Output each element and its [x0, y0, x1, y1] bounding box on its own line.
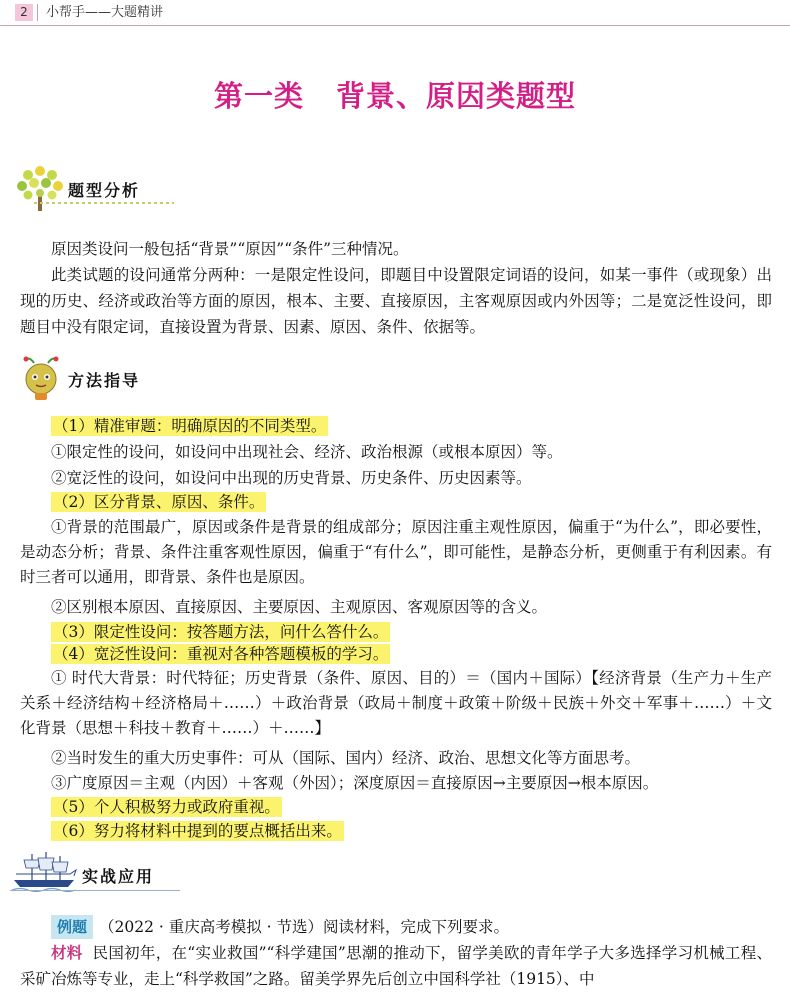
method-line-1: ①限定性的设问，如设问中出现社会、经济、政治根源（或根本原因）等。 [51, 443, 563, 461]
analysis-paragraph-2: 此类试题的设问通常分两种：一是限定性设问，即题目中设置限定词语的设问，如某一事件（或现象）出现的历史、经济或政治等方面的原因，根本、主要、直接原因，主客观原因或内外因等；二是宽泛性设问，即题目中没有限定词，直接设置为背景、因素、原因、条件、依据等。 [20, 266, 772, 336]
tree-icon [14, 165, 68, 215]
method-line-5: ③广度原因＝主观（内因）＋客观（外因）；深度原因＝直接原因→主要原因→根本原因。 [51, 774, 659, 792]
section-practice-label: 实战应用 [82, 867, 155, 886]
header-rule [0, 25, 790, 26]
title-part-2: 背景、原因类题型 [336, 79, 577, 113]
section-method-label: 方法指导 [68, 371, 141, 390]
section-practice-rule [10, 890, 180, 891]
section-method-header [14, 355, 414, 405]
mascot-icon [18, 355, 66, 403]
material-paragraph [20, 940, 772, 992]
method-heading-4: （4）宽泛性设问：重视对各种答题模板的学习。 [53, 645, 389, 663]
page-header [0, 0, 790, 26]
method-heading-6: （6）努力将材料中提到的要点概括出来。 [53, 822, 342, 840]
method-heading-2: （2）区分背景、原因、条件。 [53, 493, 265, 511]
page-title [0, 74, 790, 115]
example-text: （2022 · 重庆高考模拟 · 节选）阅读材料，完成下列要求。 [99, 918, 510, 936]
section-analysis-label: 题型分析 [68, 181, 141, 200]
section-practice-header [10, 850, 410, 900]
method-line-3: ②区别根本原因、直接原因、主要原因、主观原因、客观原因等的含义。 [51, 598, 548, 616]
method-heading-5: （5）个人积极努力或政府重视。 [53, 798, 280, 816]
section-analysis-header [14, 165, 414, 215]
section-underline [34, 202, 174, 204]
header-title: 小帮手——大题精讲 [46, 5, 164, 20]
method-heading-3: （3）限定性设问：按答题方法，问什么答什么。 [53, 623, 389, 641]
material-text: 民国初年，在“实业救国”“科学建国”思潮的推动下，留学美欧的青年学子大多选择学习机械工程、采矿冶炼等专业，走上“科学救国”之路。留美学界先后创立中国科学社（1915）、中 [20, 944, 772, 988]
method-heading-1: （1）精准审题：明确原因的不同类型。 [53, 417, 327, 435]
material-tag: 材料 [51, 943, 83, 962]
example-line [51, 915, 509, 939]
header-separator [37, 4, 38, 21]
title-part-1: 第一类 [213, 79, 304, 113]
example-tag: 例题 [51, 915, 93, 939]
analysis-paragraph-1: 原因类设问一般包括“背景”“原因”“条件”三种情况。 [51, 240, 409, 258]
method-line-4: ②当时发生的重大历史事件：可从（国际、国内）经济、政治、思想文化等方面思考。 [51, 749, 641, 767]
method-paragraph-2: ① 时代大背景：时代特征；历史背景（条件、原因、目的）＝（国内＋国际）【经济背景（生产力＋生产关系＋经济结构＋经济格局＋……）＋政治背景（政局＋制度＋政策＋阶级＋民族＋外交＋军事＋……）＋文化背景（思想＋科技＋教育＋……）＋……】 [20, 669, 772, 737]
method-line-2: ②宽泛性的设问，如设问中出现的历史背景、历史条件、历史因素等。 [51, 469, 532, 487]
ship-icon [10, 850, 80, 892]
method-paragraph-1: ①背景的范围最广，原因或条件是背景的组成部分；原因注重主观性原因，偏重于“为什么”，即必要性，是动态分析；背景、条件注重客观性原因，偏重于“有什么”，即可能性，是静态分析，更侧重于有利因素。有时三者可以通用，即背景、条件也是原因。 [20, 518, 772, 586]
page-number: 2 [15, 4, 33, 21]
